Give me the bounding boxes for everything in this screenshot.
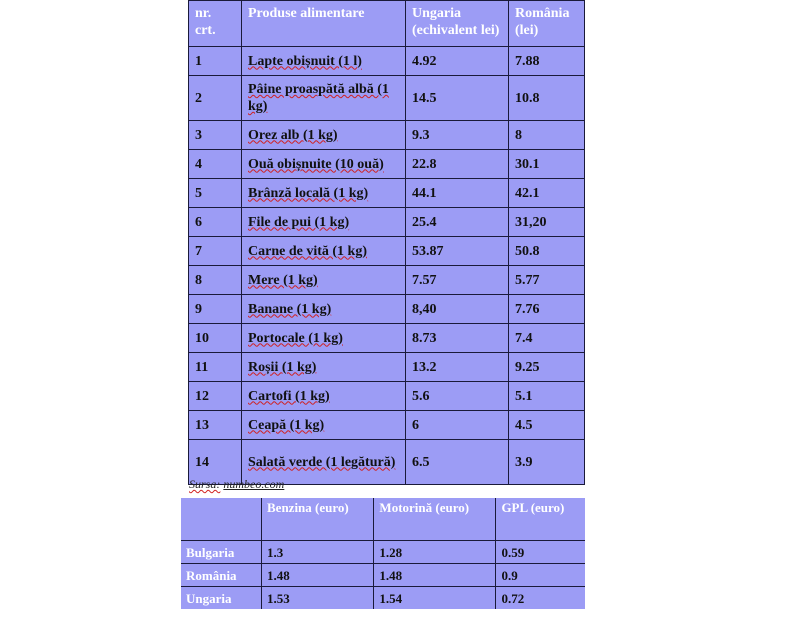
row-number-text: 7 [195, 243, 202, 259]
row-number-text: 13 [195, 417, 209, 433]
price-romania [509, 150, 585, 179]
price-romania-text: 9.25 [515, 359, 540, 375]
product-name [242, 179, 406, 208]
food-row-12 [189, 382, 585, 411]
row-number [189, 411, 242, 440]
row-number-text: 11 [195, 359, 209, 375]
food-row-9 [189, 295, 585, 324]
price-benzina: 1.48 [262, 564, 374, 587]
price-romania-text: 8 [515, 127, 522, 143]
product-name-text: Carne de vită (1 kg) [248, 243, 367, 259]
food-price-table [188, 0, 585, 485]
price-romania-text: 50.8 [515, 243, 540, 259]
price-romania [509, 76, 585, 121]
price-romania [509, 121, 585, 150]
row-number [189, 179, 242, 208]
product-name-text: Orez alb (1 kg) [248, 127, 338, 143]
product-name-text: Portocale (1 kg) [248, 330, 343, 346]
product-name-text: Banane (1 kg) [248, 301, 332, 317]
row-number [189, 324, 242, 353]
price-hungary [406, 440, 509, 485]
product-name [242, 150, 406, 179]
col-header-romania: România (lei) [509, 1, 585, 47]
food-row-13 [189, 411, 585, 440]
row-number [189, 237, 242, 266]
row-number-text: 1 [195, 53, 202, 69]
product-name [242, 295, 406, 324]
price-romania [509, 324, 585, 353]
price-hungary-text: 8.73 [412, 330, 437, 346]
row-number-text: 8 [195, 272, 202, 288]
fuel-price-table [181, 498, 585, 609]
price-hungary [406, 121, 509, 150]
row-number [189, 353, 242, 382]
price-hungary-text: 6.5 [412, 454, 430, 470]
product-name-text: File de pui (1 kg) [248, 214, 350, 230]
product-name-text: Brânză locală (1 kg) [248, 185, 369, 201]
row-number [189, 121, 242, 150]
row-number-text: 2 [195, 90, 202, 106]
row-number [189, 382, 242, 411]
row-number-text: 5 [195, 185, 202, 201]
row-number-text: 3 [195, 127, 202, 143]
food-table-header-row [189, 1, 585, 47]
row-number [189, 76, 242, 121]
price-romania [509, 411, 585, 440]
product-name-text: Lapte obișnuit (1 l) [248, 53, 362, 69]
price-hungary-text: 13.2 [412, 359, 437, 375]
product-name-text: Ouă obișnuite (10 ouă) [248, 156, 384, 172]
row-number-text: 14 [195, 454, 209, 470]
row-number [189, 150, 242, 179]
price-romania-text: 5.77 [515, 272, 540, 288]
food-row-11 [189, 353, 585, 382]
product-name [242, 411, 406, 440]
price-hungary [406, 411, 509, 440]
price-hungary-text: 4.92 [412, 53, 437, 69]
country-name: România [181, 564, 262, 587]
price-hungary [406, 382, 509, 411]
source-label: Sursa: [189, 477, 221, 491]
price-hungary [406, 266, 509, 295]
price-hungary [406, 179, 509, 208]
product-name [242, 353, 406, 382]
price-hungary [406, 353, 509, 382]
price-hungary [406, 150, 509, 179]
food-row-10 [189, 324, 585, 353]
row-number-text: 10 [195, 330, 209, 346]
price-romania [509, 440, 585, 485]
price-hungary-text: 53.87 [412, 243, 444, 259]
price-hungary [406, 295, 509, 324]
price-romania-text: 7.88 [515, 53, 540, 69]
product-name-text: Cartofi (1 kg) [248, 388, 330, 404]
fuel-col-header-motorina: Motorină (euro) [374, 498, 496, 541]
price-romania-text: 4.5 [515, 417, 533, 433]
row-number-text: 9 [195, 301, 202, 317]
fuel-col-header-blank [181, 498, 262, 541]
price-hungary-text: 6 [412, 417, 419, 433]
price-romania-text: 3.9 [515, 454, 533, 470]
price-hungary [406, 47, 509, 76]
price-hungary-text: 22.8 [412, 156, 437, 172]
price-hungary-text: 5.6 [412, 388, 430, 404]
product-name [242, 47, 406, 76]
fuel-row [181, 564, 585, 587]
price-gpl: 0.72 [496, 587, 585, 610]
fuel-col-header-gpl: GPL (euro) [496, 498, 585, 541]
price-romania [509, 266, 585, 295]
product-name [242, 121, 406, 150]
price-romania-text: 7.4 [515, 330, 533, 346]
price-hungary [406, 237, 509, 266]
price-gpl: 0.59 [496, 541, 585, 564]
food-row-3 [189, 121, 585, 150]
price-romania-text: 31,20 [515, 214, 547, 230]
price-gpl: 0.9 [496, 564, 585, 587]
price-romania [509, 295, 585, 324]
product-name [242, 324, 406, 353]
product-name-text: Ceapă (1 kg) [248, 417, 325, 433]
country-name: Bulgaria [181, 541, 262, 564]
price-hungary-text: 44.1 [412, 185, 437, 201]
price-hungary [406, 208, 509, 237]
price-motorina: 1.28 [374, 541, 496, 564]
price-romania-text: 5.1 [515, 388, 533, 404]
price-romania-text: 7.76 [515, 301, 540, 317]
price-romania-text: 30.1 [515, 156, 540, 172]
source-site: numbeo.com [223, 477, 285, 491]
price-motorina: 1.48 [374, 564, 496, 587]
row-number-text: 4 [195, 156, 202, 172]
product-name-text: Pâine proaspătă albă (1 kg) [248, 82, 389, 114]
fuel-table-header-row [181, 498, 585, 541]
price-romania-text: 42.1 [515, 185, 540, 201]
price-hungary-text: 8,40 [412, 301, 437, 317]
row-number [189, 266, 242, 295]
product-name [242, 237, 406, 266]
price-hungary [406, 76, 509, 121]
col-header-nr: nr. crt. [189, 1, 242, 47]
fuel-table-body [181, 541, 585, 610]
row-number-text: 6 [195, 214, 202, 230]
product-name [242, 208, 406, 237]
price-motorina: 1.54 [374, 587, 496, 610]
fuel-col-header-benzina: Benzina (euro) [262, 498, 374, 541]
food-row-8 [189, 266, 585, 295]
price-hungary-text: 9.3 [412, 127, 430, 143]
food-row-2 [189, 76, 585, 121]
country-name: Ungaria [186, 590, 232, 606]
row-number-text: 12 [195, 388, 209, 404]
product-name [242, 76, 406, 121]
product-name [242, 266, 406, 295]
product-name-text: Roșii (1 kg) [248, 359, 317, 375]
source-note [189, 477, 284, 492]
fuel-row [181, 541, 585, 564]
price-hungary [406, 324, 509, 353]
product-name-text: Salată verde (1 legătură) [248, 454, 396, 470]
food-row-6 [189, 208, 585, 237]
price-romania [509, 179, 585, 208]
col-header-hungary: Ungaria (echivalent lei) [406, 1, 509, 47]
food-table-body [189, 47, 585, 485]
row-number [189, 47, 242, 76]
price-romania [509, 208, 585, 237]
price-hungary-text: 25.4 [412, 214, 437, 230]
food-row-5 [189, 179, 585, 208]
row-number [189, 295, 242, 324]
price-benzina: 1.53 [262, 587, 374, 610]
food-row-4 [189, 150, 585, 179]
price-hungary-text: 14.5 [412, 90, 437, 106]
food-row-7 [189, 237, 585, 266]
price-romania [509, 47, 585, 76]
product-name-text: Mere (1 kg) [248, 272, 318, 288]
price-romania-text: 10.8 [515, 90, 540, 106]
price-romania [509, 237, 585, 266]
row-number [189, 208, 242, 237]
price-benzina: 1.3 [262, 541, 374, 564]
food-row-1 [189, 47, 585, 76]
fuel-row [181, 587, 585, 610]
price-hungary-text: 7.57 [412, 272, 437, 288]
price-romania [509, 382, 585, 411]
product-name [242, 382, 406, 411]
col-header-product: Produse alimentare [242, 1, 406, 47]
price-romania [509, 353, 585, 382]
